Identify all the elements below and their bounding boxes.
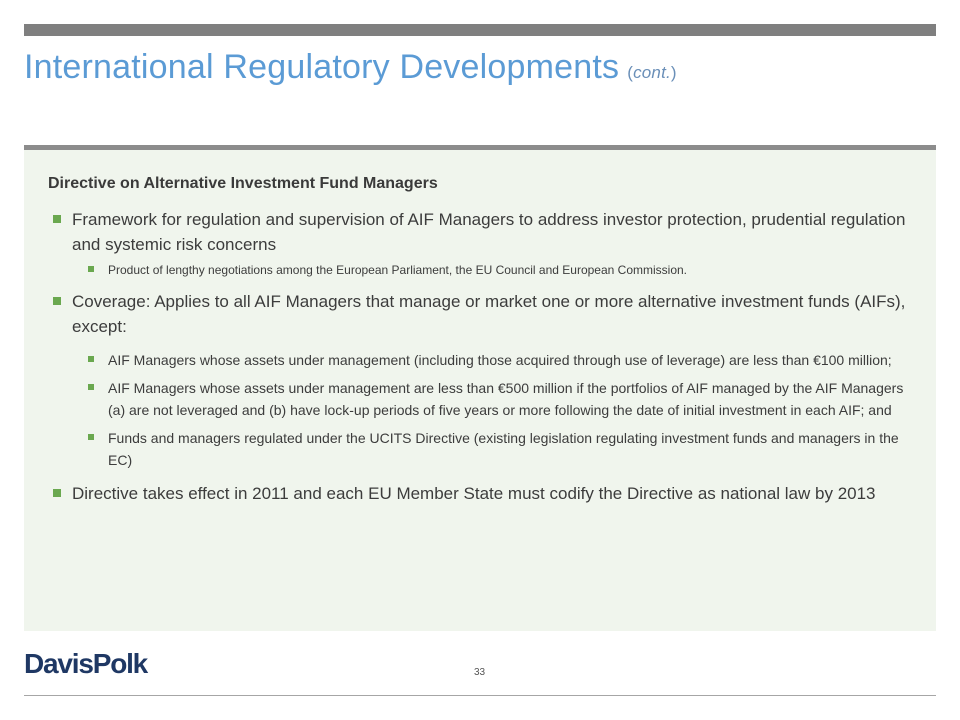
square-bullet-icon [53,297,61,305]
slide-title-text: International Regulatory Developments [24,48,620,86]
sub-bullet-item [48,261,920,279]
square-bullet-icon [53,215,61,223]
square-bullet-icon [88,356,94,362]
sub-bullet-text: AIF Managers whose assets under management are less than €500 million if the portfolios of AIF managed by the AIF Managers (a) are not leveraged and (b) have lock-up periods of five years or more following the date of initial investment in each AIF; and [108,380,904,418]
bullet-item [48,207,920,257]
davis-polk-logo: DavisPolk [24,648,148,679]
title-suffix-close: ) [670,63,677,82]
bullet-text: Framework for regulation and supervision of AIF Managers to address investor protection, prudential regulation and systemic risk concerns [72,210,906,254]
bullet-list [48,207,920,506]
sub-bullet-text: Funds and managers regulated under the UCITS Directive (existing legislation regulating investment funds and managers in the EC) [108,430,899,468]
square-bullet-icon [88,434,94,440]
slide-title [24,48,677,87]
sub-bullet-item [48,349,920,371]
bullet-text: Coverage: Applies to all AIF Managers that manage or market one or more alternative investment funds (AIFs), except: [72,292,906,336]
top-bar [24,24,936,36]
title-suffix-italic: cont. [633,63,671,82]
sub-bullet-item [48,377,920,421]
footer-rule [24,695,936,696]
section-heading: Directive on Alternative Investment Fund Managers [48,175,438,192]
title-suffix-open: ( [627,63,634,82]
bullet-item [48,289,920,339]
sub-bullet-text: Product of lengthy negotiations among the European Parliament, the EU Council and European Commission. [108,263,688,277]
sub-bullet-item [48,427,920,471]
square-bullet-icon [53,489,61,497]
page-number: 33 [474,667,486,678]
bullet-text: Directive takes effect in 2011 and each EU Member State must codify the Directive as national law by 2013 [72,484,876,503]
bullet-item [48,481,920,506]
slide-title-suffix [627,63,677,82]
sub-bullet-text: AIF Managers whose assets under management (including those acquired through use of leverage) are less than €100 million; [108,352,892,368]
square-bullet-icon [88,266,94,272]
square-bullet-icon [88,384,94,390]
